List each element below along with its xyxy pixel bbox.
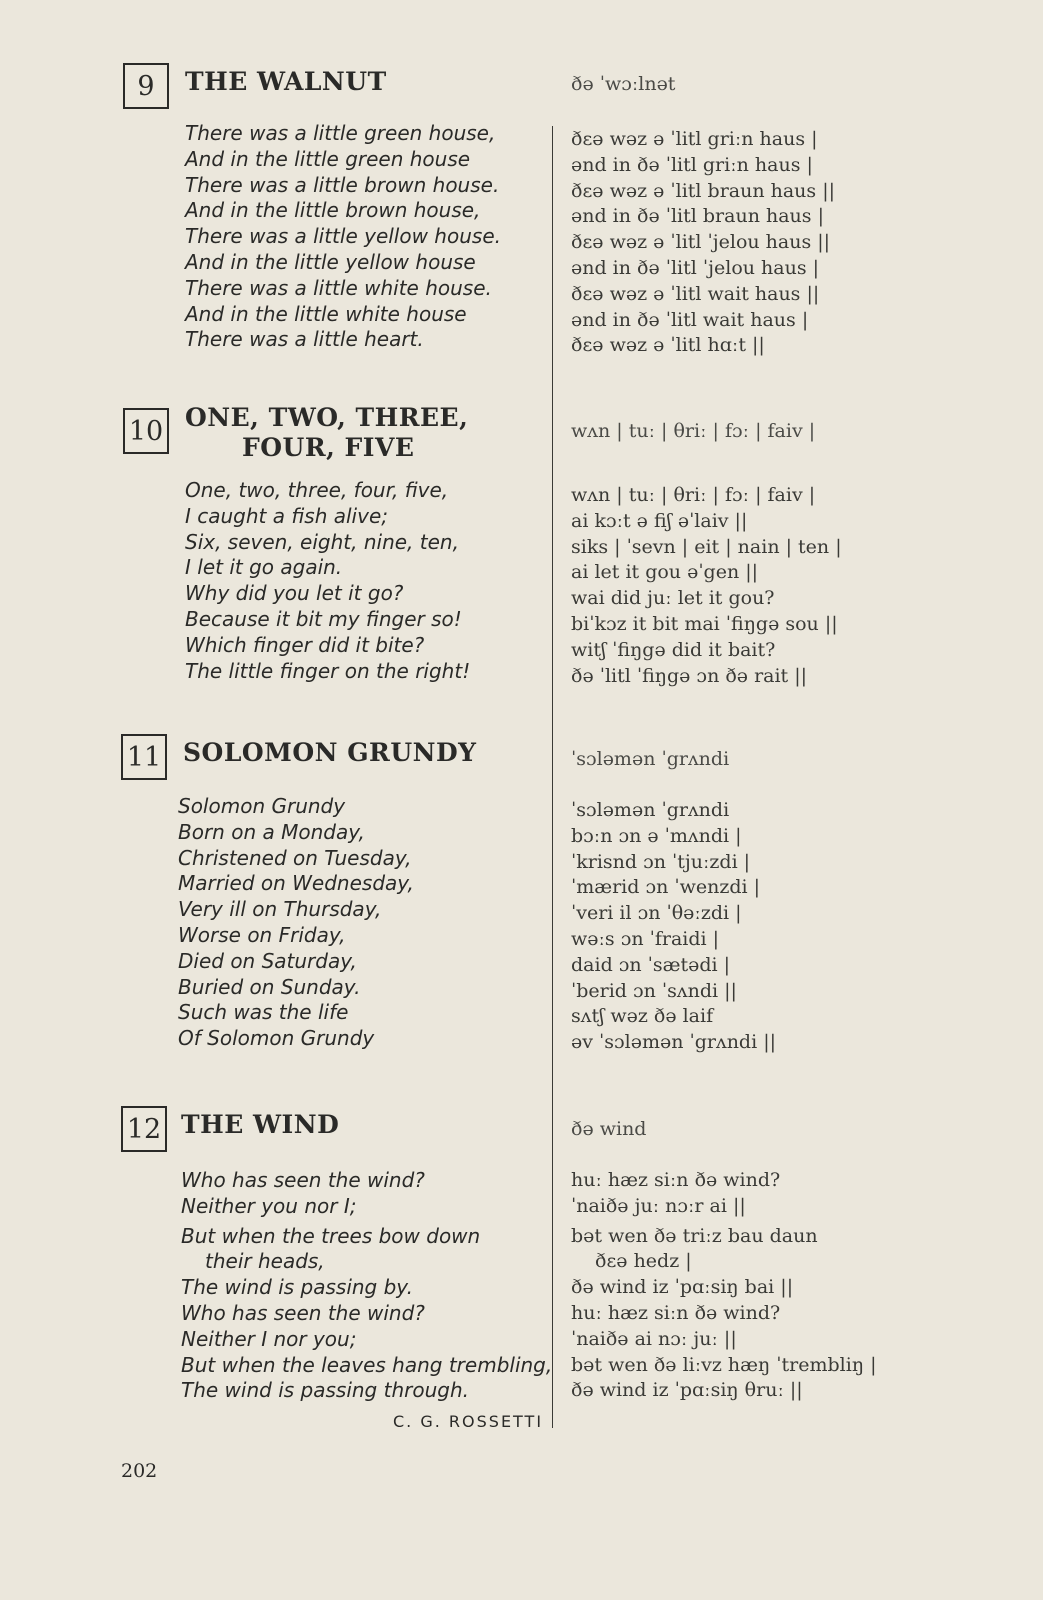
phonetic-block bbox=[571, 483, 842, 689]
verse-block bbox=[178, 794, 414, 1052]
phonetic-line: ðεə hedz | bbox=[595, 1250, 692, 1273]
verse-line: Of Solomon Grundy bbox=[178, 1026, 375, 1051]
verse-line: One, two, three, four, five, bbox=[185, 478, 449, 502]
page-number: 202 bbox=[121, 1460, 158, 1482]
phonetic-line: ðə wind iz ˈpɑːsiŋ θruː || bbox=[571, 1379, 803, 1402]
phonetic-line: daid ɔn ˈsætədi | bbox=[571, 953, 731, 976]
poem-number-box: 12 bbox=[121, 1106, 167, 1152]
poem-title bbox=[185, 67, 387, 97]
verse-block bbox=[185, 121, 501, 353]
phonetic-line: huː hæz siːn ðə wind? bbox=[571, 1169, 781, 1191]
verse-line: Christened on Tuesday, bbox=[178, 845, 412, 870]
verse-line: And in the little green house bbox=[185, 146, 471, 171]
verse-line: But when the leaves hang trembling, bbox=[181, 1352, 553, 1377]
phonetic-line: ðεə wəz ə ˈlitl griːn haus | bbox=[571, 128, 818, 150]
verse-line: Solomon Grundy bbox=[178, 794, 346, 818]
verse-line: Married on Wednesday, bbox=[178, 871, 414, 896]
poem-title bbox=[181, 1110, 339, 1140]
verse-line: And in the little brown house, bbox=[185, 198, 481, 223]
verse-line: Who has seen the wind? bbox=[181, 1300, 425, 1325]
poem-title-line1: SOLOMON GRUNDY bbox=[183, 738, 477, 767]
poem-title bbox=[185, 403, 468, 463]
phonetic-line: ðə ˈlitl ˈfiŋgə ɔn ðə rait || bbox=[571, 664, 808, 687]
phonetic-line: ˈnaiðə ai nɔː juː || bbox=[571, 1327, 737, 1350]
verse-line: Neither you nor I; bbox=[181, 1193, 357, 1218]
phonetic-line: wai did juː let it gou? bbox=[571, 587, 775, 610]
phonetic-line: sʌtʃ wəz ðə laif bbox=[571, 1005, 714, 1028]
poem-title-line2: FOUR, FIVE bbox=[242, 433, 415, 462]
verse-line: I let it go again. bbox=[185, 555, 343, 580]
phonetic-line: ˈmærid ɔn ˈwenzdi | bbox=[571, 876, 761, 899]
phonetic-block bbox=[571, 127, 835, 359]
verse-block bbox=[181, 1168, 552, 1404]
phonetic-line: ənd in ðə ˈlitl braun haus | bbox=[571, 205, 824, 228]
verse-line: There was a little yellow house. bbox=[185, 224, 501, 249]
verse-line: their heads, bbox=[205, 1249, 325, 1274]
poem-number-box: 10 bbox=[123, 408, 169, 454]
phonetic-line: bɔːn ɔn ə ˈmʌndi | bbox=[571, 824, 742, 847]
verse-line: Who has seen the wind? bbox=[181, 1168, 425, 1192]
verse-line: Why did you let it go? bbox=[185, 581, 404, 606]
verse-line: Buried on Sunday. bbox=[178, 974, 361, 999]
verse-line: Six, seven, eight, nine, ten, bbox=[185, 529, 459, 554]
verse-line: Worse on Friday, bbox=[178, 922, 346, 947]
verse-line: But when the trees bow down bbox=[181, 1223, 481, 1248]
verse-line: There was a little green house, bbox=[185, 121, 496, 145]
phonetic-title: wʌn | tuː | θriː | fɔː | faiv | bbox=[571, 420, 816, 442]
phonetic-line: ai kɔːt ə fiʃ əˈlaiv || bbox=[571, 509, 748, 532]
phonetic-line: ˈveri il ɔn ˈθəːzdi | bbox=[571, 902, 742, 925]
verse-line: The wind is passing by. bbox=[181, 1275, 413, 1300]
verse-line: And in the little white house bbox=[185, 301, 467, 326]
poem-title bbox=[183, 738, 477, 768]
verse-line: There was a little white house. bbox=[185, 275, 492, 300]
verse-line: Very ill on Thursday, bbox=[178, 897, 382, 922]
verse-line: The wind is passing through. bbox=[181, 1378, 469, 1403]
verse-line: There was a little brown house. bbox=[185, 172, 500, 197]
phonetic-line: ˈsɔləmən ˈgrʌndi bbox=[571, 799, 730, 821]
phonetic-title: ðə ˈwɔːlnət bbox=[571, 73, 676, 95]
phonetic-block bbox=[571, 1168, 877, 1404]
verse-line: I caught a fish alive; bbox=[185, 503, 388, 528]
verse-line: There was a little heart. bbox=[185, 327, 424, 352]
phonetic-line: huː hæz siːn ðə wind? bbox=[571, 1301, 781, 1324]
phonetic-line: witʃ ˈfiŋgə did it bait? bbox=[571, 638, 776, 661]
phonetic-line: bət wen ðə triːz bau daun bbox=[571, 1224, 818, 1247]
verse-line: The little finger on the right! bbox=[185, 658, 471, 683]
verse-block bbox=[185, 478, 470, 684]
poem-number-box: 9 bbox=[123, 63, 169, 109]
phonetic-line: ənd in ðə ˈlitl ˈjelou haus | bbox=[571, 256, 820, 279]
phonetic-line: ˈnaiðə juː nɔːr ai || bbox=[571, 1194, 746, 1217]
phonetic-line: ˈberid ɔn ˈsʌndi || bbox=[571, 979, 737, 1002]
verse-line: Born on a Monday, bbox=[178, 819, 365, 844]
poem-number-box: 11 bbox=[121, 734, 167, 780]
phonetic-block bbox=[571, 798, 776, 1056]
verse-line: Which finger did it bite? bbox=[185, 632, 425, 657]
verse-line: Because it bit my finger so! bbox=[185, 606, 462, 631]
phonetic-line: ˈkrisnd ɔn ˈtjuːzdi | bbox=[571, 850, 751, 873]
poem-title-line1: ONE, TWO, THREE, bbox=[185, 403, 469, 432]
phonetic-line: ðεə wəz ə ˈlitl braun haus || bbox=[571, 179, 836, 202]
verse-line: Such was the life bbox=[178, 1000, 349, 1025]
poem-author: C. G. ROSSETTI bbox=[393, 1412, 544, 1431]
phonetic-line: ðεə wəz ə ˈlitl wait haus || bbox=[571, 282, 820, 305]
verse-line: And in the little yellow house bbox=[185, 249, 476, 274]
phonetic-line: biˈkɔz it bit mai ˈfiŋgə sou || bbox=[571, 612, 838, 635]
verse-line: Died on Saturday, bbox=[178, 948, 357, 973]
poem-title-line1: THE WALNUT bbox=[185, 67, 387, 96]
phonetic-title: ˈsɔləmən ˈgrʌndi bbox=[571, 748, 730, 770]
phonetic-line: əv ˈsɔləmən ˈgrʌndi || bbox=[571, 1031, 777, 1054]
phonetic-line: ai let it gou əˈgen || bbox=[571, 561, 759, 584]
phonetic-line: ənd in ðə ˈlitl wait haus | bbox=[571, 308, 809, 331]
verse-line: Neither I nor you; bbox=[181, 1326, 357, 1351]
phonetic-line: bət wen ðə liːvz hæŋ ˈtrembliŋ | bbox=[571, 1353, 877, 1376]
phonetic-line: ðεə wəz ə ˈlitl ˈjelou haus || bbox=[571, 231, 831, 254]
phonetic-line: siks | ˈsevn | eit | nain | ten | bbox=[571, 535, 842, 558]
phonetic-line: wəːs ɔn ˈfraidi | bbox=[571, 927, 720, 950]
phonetic-title: ðə wind bbox=[571, 1118, 647, 1140]
phonetic-line: wʌn | tuː | θriː | fɔː | faiv | bbox=[571, 484, 816, 506]
phonetic-line: ðə wind iz ˈpɑːsiŋ bai || bbox=[571, 1276, 794, 1299]
phonetic-line: ðεə wəz ə ˈlitl hɑːt || bbox=[571, 334, 765, 357]
poem-title-line1: THE WIND bbox=[181, 1110, 340, 1139]
phonetic-line: ənd in ðə ˈlitl griːn haus | bbox=[571, 153, 813, 176]
